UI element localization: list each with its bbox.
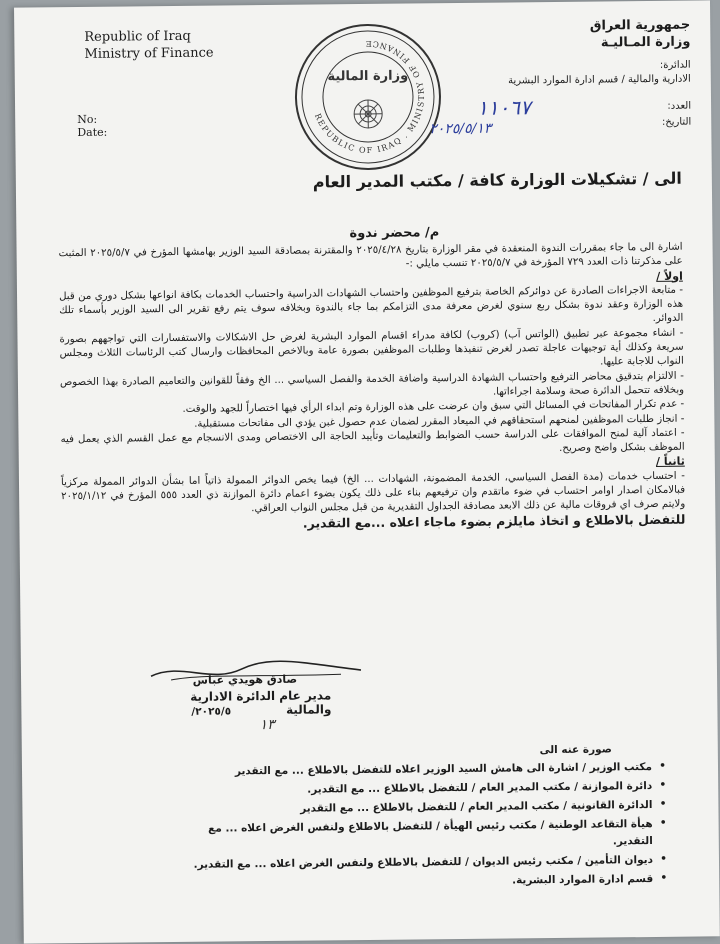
section-two-title: ثانياً / [61,455,685,476]
country-name-en: Republic of Iraq [84,28,213,46]
english-letterhead [84,28,213,63]
addressee-line: الى / تشكيلات الوزارة كافة / مكتب المدير العام [176,169,682,193]
closing-line: للتفضل بالاطلاع و اتخاذ مايلزم بضوء ماجاء اعلاه ...مع التقدير. [61,512,685,533]
section-one-item: - انجاز طلبات الموظفين لمنحهم استحقاقهم في الميعاد المقرر لضمان عدم حصول غبن يؤدي الى مفاتحات مستقبلية. [60,412,684,433]
ministry-seal [292,21,444,173]
copy-recipient: • قسم ادارة الموارد البشرية. [173,871,683,893]
svg-text:REPUBLIC OF IRAQ . MINISTRY OF [312,38,426,155]
intro-paragraph: اشارة الى ما جاء بمقررات الندوة المنعقدة في مقر الوزارة بتاريخ ٢٠٢٥/٤/٢٨ والمقترنة بمصادقة السيد الوزير بهامشها المؤرخ في ٢٠٢٥/٥/٧ المثبت على مذكرتنا ذات العدد ٧٢٩ المؤرخة في ٢٠٢٥/٥/٧ تنسب مايلي :- [59,241,683,276]
arabic-letterhead [430,17,691,90]
section-one-item: - متابعة الاجراءات الصادرة عن دوائركم الخاصة بترفيع الموظفين واحتساب الشهادات الدراسية واحتساب الخدمات بكافة انواعها بشكل دوري من قبل هذه الوزارة وعقد ندوة بشكل ربع سنوي لغرض معرفة مدى التزامكم بما جاء بالندوة وبخلافه سوف يتم رفع تقرير الى السيد الوزير بأسماء تلك الدوائر. [59,284,683,333]
ministry-name-en: Ministry of Finance [84,45,213,63]
section-one-title: اولاً / [59,269,683,290]
handwritten-date: ٢٠٢٥/٥/١٣ [429,121,491,138]
section-one-item: - انشاء مجموعة عبر تطبيق (الواتس آب) (كروب) لكافة مدراء اقسام الموارد البشرية لغرض حل الاشكالات والاستفسارات التي تواجههم بصورة سريعة وكذلك أية توجيهات عاجلة تصدر لغرض تنفيذها وطلبات الموظفين بصورة عامة وبالاخص المحافظات وارسال كتب الرئاسات الثلاث ومجلس النواب للاجابة عليها. [59,326,683,375]
section-one-item: - عدم تكرار المفاتحات في المسائل التي سبق وان عرضت على هذه الوزارة وتم ابداء الرأي فيها اختصاراً للجهد والوقت. [60,398,684,419]
copies-list [172,759,683,893]
seal-ring-text: REPUBLIC OF IRAQ . MINISTRY OF FINANCE [312,38,426,155]
ministry-name-ar: وزارة المـاليـة [430,34,690,54]
department-label: الدائرة: [431,59,691,76]
number-label-ar: العدد: [491,99,691,117]
signature-date: ٢٠٢٥/٥/ [191,705,231,717]
copy-recipient: • دائرة الموازنة / مكتب المدير العام / للتفضل بالاطلاع ... مع التقدير. [172,778,682,800]
section-two-text: - احتساب خدمات (مدة الفصل السياسي، الخدمة المضمونة، الشهادات ... الخ) فيما يخص الدوائر الممولة ذاتياً اما بشأن الدوائر الممولة مركزياً فبالامكان اصدار اوامر احتساب في ضوء ماتقدم وان ترفيعهم بناء على ذلك يكون بضوء اعمام دائرة الموازنة ذي العدد ٥٥٥ المؤرخ في ٢٠٢٥/١/١٢ ولايتم صرف اي فروقات مالية عن ذلك الابعد مصادقة الجداول التقديرية من قبل مجلس النواب العراقي. [61,469,685,518]
date-label-ar: التاريخ: [491,115,691,133]
letter-body [59,241,686,533]
subject-line: م/ محضر ندوة [216,223,682,243]
seal-center-text: وزارة المالية [327,69,408,85]
date-label-en: Date: [77,126,107,139]
copy-recipient: • ديوان التأمين / مكتب رئيس الديوان / للتفضل بالاطلاع ولنفس الغرض اعلاه ... مع التقدير. [173,852,683,874]
signatory-name: صادق هويدي عباس [193,673,297,687]
section-one-item: - الالتزام بتدقيق محاضر الترفيع واحتساب الشهادة الدراسية واضافة الخدمة والفصل السياسي ... الخ وفقاً للقوانين والتعاميم الصادرة بهذا الخصوص وبخلافه تتحمل الدائرة صحة وسلامة اجراءاتها. [60,369,684,404]
copy-recipient: • هيأة التقاعد الوطنية / مكتب رئيس الهيأة / للتفضل بالاطلاع ولنفس الغرض اعلاه ... مع التقدير. [173,816,683,855]
handwritten-number: ١١٠٦٧ [477,95,531,120]
reference-fields-en [77,113,107,139]
section-one-item: - اعتماد آلية لمنح الموافقات على الدراسة حسب الضوابط والتعليمات وتأييد الحاجة الى الاختصاص ومدى الانسجام مع عمل القسم الذي يعمل فيه الموظف بشكل واضح وصريح. [60,427,684,462]
signature-date-handwritten: ١٣ [259,717,274,733]
signature-block [141,652,372,734]
copies-title: صورة عنه الى [172,741,682,763]
copy-recipient: • مكتب الوزير / اشارة الى هامش السيد الوزير اعلاه للتفضل بالاطلاع ... مع التقدير [172,759,682,781]
department-name: الادارية والمالية / قسم ادارة الموارد البشرية [431,73,691,90]
number-label-en: No: [77,113,107,126]
country-name-ar: جمهورية العراق [430,17,690,37]
document-page [14,0,720,943]
copies-to-section [172,741,684,895]
copy-recipient: • الدائرة القانونية / مكتب المدير العام / للتفضل بالاطلاع ... مع التقدير [172,797,682,819]
signatory-title: مدير عام الدائرة الادارية والمالية [141,688,331,718]
